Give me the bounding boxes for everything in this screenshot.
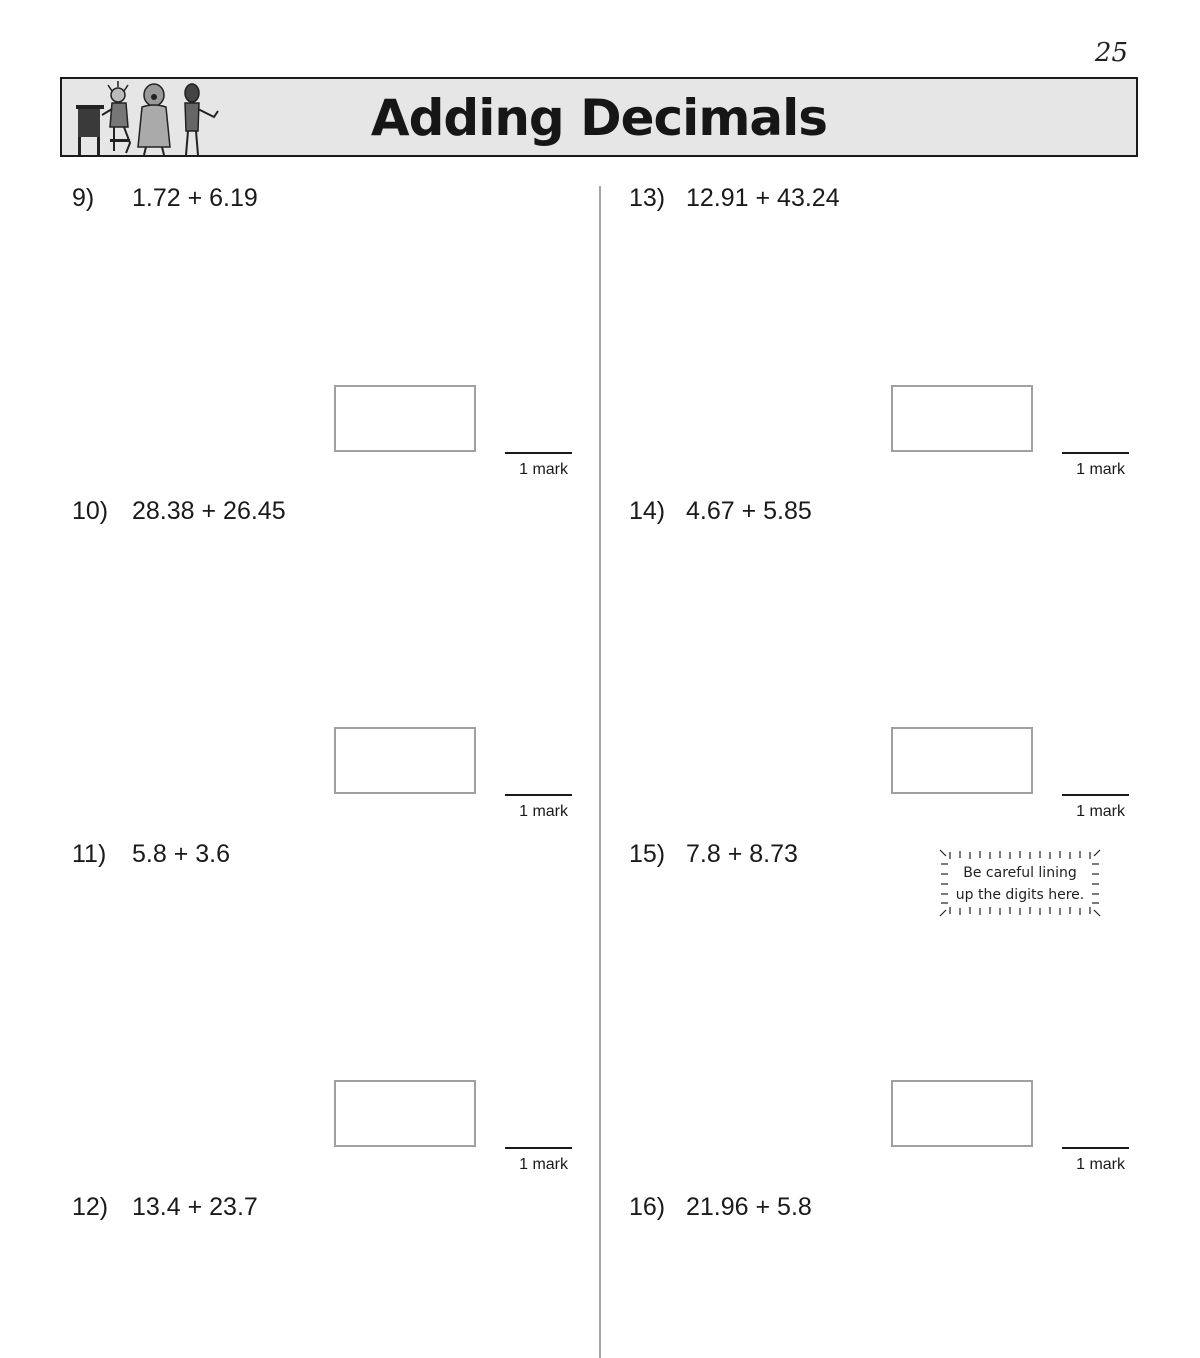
- question-number: 14): [629, 497, 666, 525]
- question-14: [629, 497, 812, 526]
- mark-line: [505, 1147, 572, 1149]
- question-expression: 21.96 + 5.8: [686, 1193, 812, 1221]
- mark-13: [1062, 452, 1129, 479]
- mark-line: [1062, 452, 1129, 454]
- question-16: [629, 1193, 812, 1222]
- question-expression: 7.8 + 8.73: [686, 840, 798, 868]
- mark-line: [505, 452, 572, 454]
- mark-label: 1 mark: [519, 803, 568, 820]
- mark-line: [1062, 794, 1129, 796]
- question-number: 16): [629, 1193, 666, 1221]
- question-9: [72, 184, 258, 213]
- answer-box-9[interactable]: [334, 385, 476, 452]
- question-number: 15): [629, 840, 666, 868]
- question-13: [629, 184, 840, 213]
- question-number: 10): [72, 497, 109, 525]
- mark-label: 1 mark: [1076, 1156, 1125, 1173]
- question-expression: 4.67 + 5.85: [686, 497, 812, 525]
- mark-10: [505, 794, 572, 821]
- answer-box-11[interactable]: [334, 1080, 476, 1147]
- question-expression: 12.91 + 43.24: [686, 184, 840, 212]
- question-12: [72, 1193, 258, 1222]
- answer-box-14[interactable]: [891, 727, 1033, 794]
- mark-14: [1062, 794, 1129, 821]
- answer-box-10[interactable]: [334, 727, 476, 794]
- page-title: Adding Decimals: [370, 89, 828, 147]
- mark-9: [505, 452, 572, 479]
- page-number: 25: [1094, 38, 1128, 68]
- tip-text: [938, 862, 1102, 906]
- tip-note: [938, 848, 1102, 918]
- mark-line: [1062, 1147, 1129, 1149]
- mark-label: 1 mark: [519, 1156, 568, 1173]
- question-number: 11): [72, 840, 107, 868]
- question-expression: 5.8 + 3.6: [132, 840, 230, 868]
- question-15: [629, 840, 798, 869]
- tip-line-2: up the digits here.: [955, 887, 1085, 903]
- question-10: [72, 497, 286, 526]
- mark-label: 1 mark: [519, 461, 568, 478]
- question-expression: 28.38 + 26.45: [132, 497, 286, 525]
- mark-11: [505, 1147, 572, 1174]
- mark-label: 1 mark: [1076, 461, 1125, 478]
- mark-15: [1062, 1147, 1129, 1174]
- tip-line-1: Be careful lining: [963, 865, 1077, 881]
- answer-box-13[interactable]: [891, 385, 1033, 452]
- title-banner: [60, 77, 1138, 157]
- question-expression: 13.4 + 23.7: [132, 1193, 258, 1221]
- mark-label: 1 mark: [1076, 803, 1125, 820]
- mark-line: [505, 794, 572, 796]
- question-expression: 1.72 + 6.19: [132, 184, 258, 212]
- question-number: 9): [72, 184, 95, 212]
- column-divider: [599, 186, 601, 1358]
- question-number: 12): [72, 1193, 109, 1221]
- question-11: [72, 840, 230, 869]
- question-number: 13): [629, 184, 666, 212]
- answer-box-15[interactable]: [891, 1080, 1033, 1147]
